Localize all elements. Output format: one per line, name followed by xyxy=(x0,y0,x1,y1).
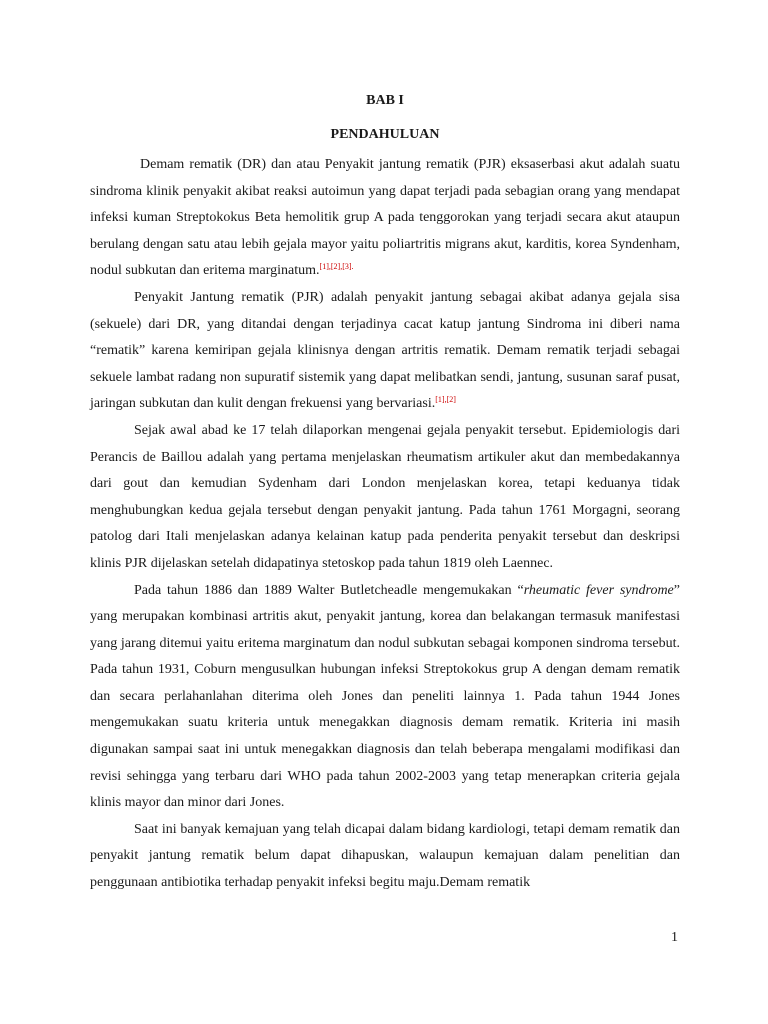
document-page xyxy=(90,88,680,897)
page-number: 1 xyxy=(671,930,678,945)
citation-1[interactable]: [1],[2],[3]. xyxy=(319,262,354,272)
paragraph-2-text: Penyakit Jantung rematik (PJR) adalah penyakit jantung sebagai akibat adanya gejala sisa (sekuele) dari DR, yang ditandai dengan terjadinya cacat katup jantung Sindroma ini diberi nama “rematik” karena kemiripan gejala klinisnya dengan artritis rematik. Demam rematik terjadi sebagai sekuele lambat radang non supuratif sistemik yang dapat melibatkan sendi, jantung, susunan saraf pusat, jaringan subkutan dan kulit dengan frekuensi yang bervariasi. xyxy=(90,289,680,412)
paragraph-2 xyxy=(90,285,680,418)
paragraph-1-text: Demam rematik (DR) dan atau Penyakit jantung rematik (PJR) eksaserbasi akut adalah suatu sindroma klinik penyakit akibat reaksi autoimun yang dapat terjadi pada sebagian orang yang mendapat infeksi kuman Streptokokus Beta hemolitik grup A pada tenggorokan yang terjadi secara akut ataupun berulang dengan satu atau lebih gejala mayor yaitu poliartritis migrans akut, karditis, korea Syndenham, nodul subkutan dan eritema marginatum. xyxy=(90,157,680,279)
paragraph-5: Saat ini banyak kemajuan yang telah dicapai dalam bidang kardiologi, tetapi demam rematik dan penyakit jantung rematik belum dapat dihapuskan, walaupun kemajuan dalam penelitian dan penggunaan antibiotika terhadap penyakit infeksi begitu maju.Demam rematik xyxy=(90,821,680,891)
citation-2[interactable]: [1],[2] xyxy=(435,395,456,405)
paragraph-3: Sejak awal abad ke 17 telah dilaporkan mengenai gejala penyakit tersebut. Epidemiologis dari Perancis de Baillou adalah yang pertama menjelaskan rheumatism artikuler akut dan membedakannya dari gout dan kemudian Sydenham dari London menjelaskan korea, tetapi keduanya tidak menghubungkan kedua gejala tersebut dengan penyakit jantung. Pada tahun 1761 Morgagni, seorang patolog dari Itali menjelaskan adanya kelainan katup pada penderita penyakit tersebut dan deskripsi klinis PJR dijelaskan setelah didapatinya stetoskop pada tahun 1819 oleh Laennec. xyxy=(90,422,680,571)
paragraph-4-text-after: ” yang merupakan kombinasi artritis akut, penyakit jantung, korea dan belakangan termasuk manifestasi yang jarang ditemui yaitu eritema marginatum dan nodul subkutan sebagai komponen sindroma tersebut. Pada tahun 1931, Coburn mengusulkan hubungan infeksi Streptokokus grup A dengan demam rematik dan secara perlahanlahan diterima oleh Jones dan peneliti lainnya 1. Pada tahun 1944 Jones mengemukakan suatu kriteria untuk menegakkan diagnosis demam rematik. Kriteria ini masih digunakan sampai saat ini untuk menegakkan diagnosis dan telah beberapa mengalami modifikasi dan revisi sehingga yang terbaru dari WHO pada tahun 2002-2003 yang tetap menerapkan criteria gejala klinis mayor dan minor dari Jones. xyxy=(90,582,680,811)
paragraph-1 xyxy=(90,152,680,285)
paragraph-4 xyxy=(90,578,680,817)
chapter-title: PENDAHULUAN xyxy=(330,127,440,142)
chapter-label: BAB I xyxy=(366,93,404,108)
paragraph-4-italic-term: rheumatic fever syndrome xyxy=(523,582,674,598)
paragraph-4-text-before: Pada tahun 1886 dan 1889 Walter Butletcheadle mengemukakan “ xyxy=(134,582,524,598)
